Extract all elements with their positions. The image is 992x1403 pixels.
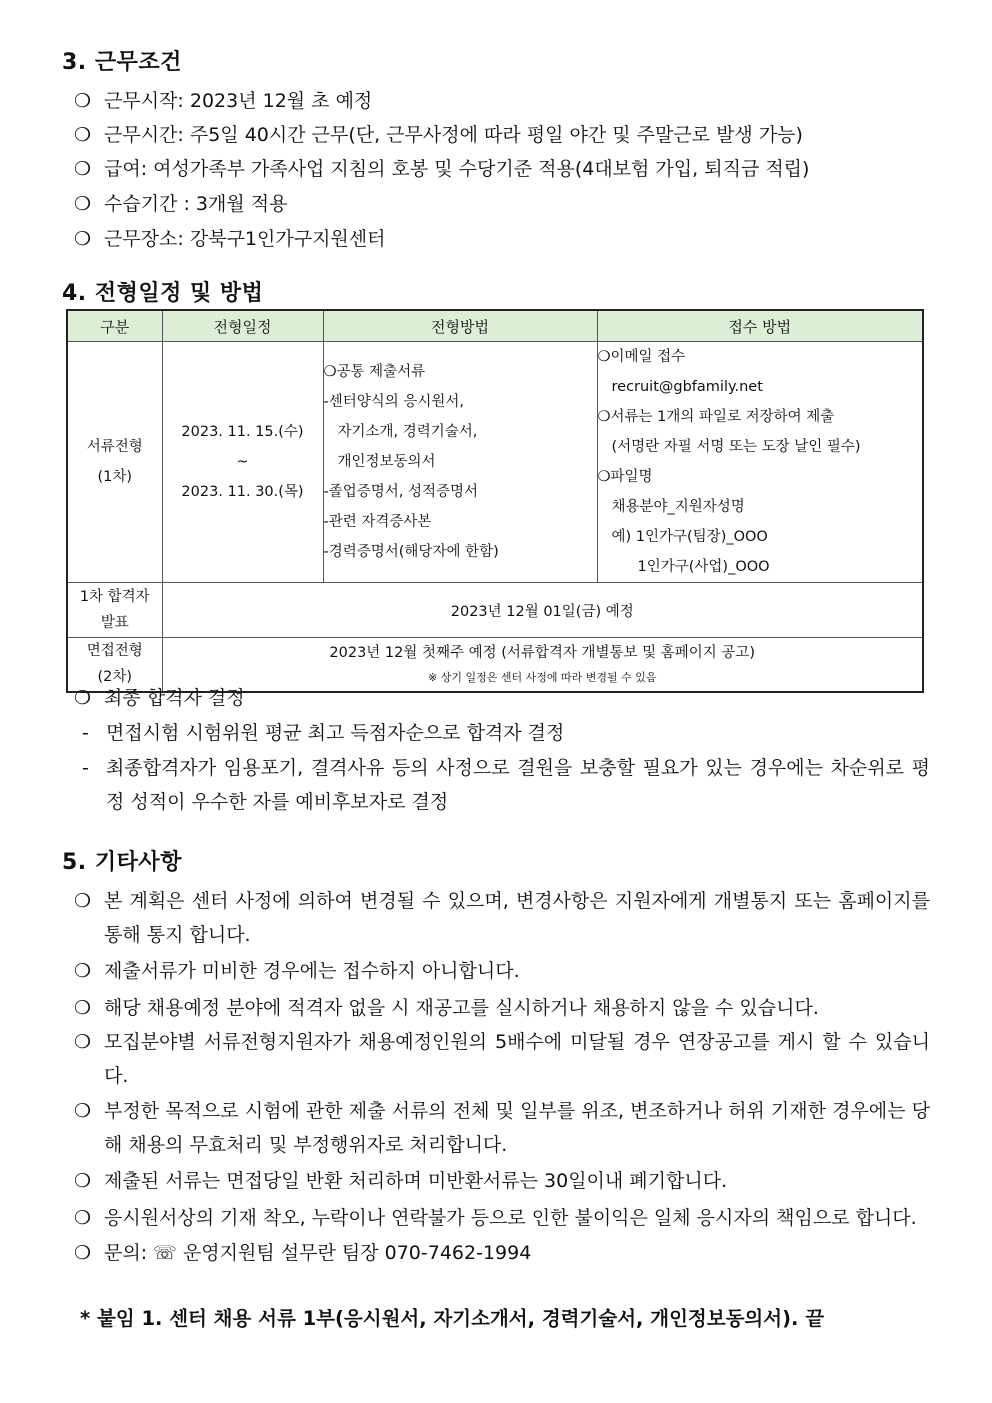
bullet-icon: ❍: [74, 193, 92, 215]
table-row-first-pass: [67, 583, 923, 638]
first-pass-date: 2023년 12월 01일(금) 예정: [162, 583, 923, 638]
condition-location: ❍ 근무장소: 강북구1인가구지원센터: [74, 222, 386, 256]
section-3-title: 3. 근무조건: [62, 50, 182, 75]
misc-item: ❍ 모집분야별 서류전형지원자가 채용예정인원의 5배수에 미달될 경우 연장공고를 게시 할 수 있습니다.: [74, 1025, 930, 1093]
bullet-icon: ❍: [74, 90, 92, 112]
condition-salary: ❍ 급여: 여성가족부 가족사업 지침의 호봉 및 수당기준 적용(4대보험 가입, 퇴직금 적립): [74, 152, 809, 186]
doc-stage-dates: 2023. 11. 15.(수) ~ 2023. 11. 30.(목): [162, 342, 323, 583]
misc-item: ❍ 응시원서상의 기재 착오, 누락이나 연락불가 등으로 인한 불이익은 일체 응시자의 책임으로 합니다.: [74, 1201, 930, 1235]
section-5-title: 5. 기타사항: [62, 850, 182, 875]
bullet-icon: ❍: [74, 997, 92, 1019]
bullet-icon: ❍: [74, 1207, 92, 1229]
bullet-icon: ❍: [74, 687, 92, 709]
schedule-note: ※ 상기 일정은 센터 사정에 따라 변경될 수 있음: [428, 671, 657, 685]
final-selection-item: - 면접시험 시험위원 평균 최고 득점자순으로 합격자 결정: [82, 722, 565, 744]
header-category: 구분: [67, 310, 162, 342]
final-selection-title: ❍ 최종 합격자 결정: [74, 681, 245, 715]
doc-stage-label: 서류전형 (1차): [67, 342, 162, 583]
contact-item: ❍ 문의: ☏ 운영지원팀 설무란 팀장 070-7462-1994: [74, 1236, 930, 1270]
misc-item: ❍ 본 계획은 센터 사정에 의하여 변경될 수 있으며, 변경사항은 지원자에게 개별통지 또는 홈페이지를 통해 통지 합니다.: [74, 884, 930, 952]
bullet-icon: ❍: [74, 1100, 92, 1122]
final-selection-item: - 최종합격자가 임용포기, 결격사유 등의 사정으로 결원을 보충할 필요가 있는 경우에는 차순위로 평정 성적이 우수한 자를 예비후보자로 결정: [82, 757, 930, 813]
bullet-icon: ❍: [74, 960, 92, 982]
bullet-icon: ❍: [74, 1031, 92, 1053]
header-method: 전형방법: [323, 310, 597, 342]
interview-schedule: 2023년 12월 첫째주 예정 (서류합격자 개별통보 및 홈페이지 공고) ※ 상기 일정은 센터 사정에 따라 변경될 수 있음: [162, 638, 923, 692]
misc-item: ❍ 제출된 서류는 면접당일 반환 처리하며 미반환서류는 30일이내 폐기합니다.: [74, 1164, 930, 1198]
bullet-icon: ❍: [74, 1170, 92, 1192]
section-4-title: 4. 전형일정 및 방법: [62, 281, 264, 306]
bullet-icon: ❍: [74, 1242, 92, 1264]
condition-start: ❍ 근무시작: 2023년 12월 초 예정: [74, 84, 372, 118]
email-address: recruit@gbfamily.net: [611, 379, 763, 395]
condition-hours: ❍ 근무시간: 주5일 40시간 근무(단, 근무사정에 따라 평일 야간 및 주말근로 발생 가능): [74, 118, 803, 152]
bullet-icon: ❍: [74, 890, 92, 912]
misc-item: ❍ 해당 채용예정 분야에 적격자 없을 시 재공고를 실시하거나 채용하지 않을 수 있습니다.: [74, 991, 930, 1025]
attachment-note: * 붙임 1. 센터 채용 서류 1부(응시원서, 자기소개서, 경력기술서, 개인정보동의서). 끝: [80, 1307, 825, 1330]
schedule-table: [66, 309, 924, 693]
misc-item: ❍ 부정한 목적으로 시험에 관한 제출 서류의 전체 및 일부를 위조, 변조하거나 허위 기재한 경우에는 당해 채용의 무효처리 및 부정행위자로 처리합니다.: [74, 1094, 930, 1162]
doc-stage-receipt: ❍이메일 접수 recruit@gbfamily.net ❍서류는 1개의 파일로 저장하여 제출 (서명란 자필 서명 또는 도장 날인 필수) ❍파일명 채용분야_지원자성명 예) 1인가구(팀장)_OOO 1인가구(사업)_OOO: [597, 342, 923, 583]
first-pass-label: 1차 합격자 발표: [67, 583, 162, 638]
doc-stage-method: ❍공통 제출서류 -센터양식의 응시원서, 자기소개, 경력기술서, 개인정보동의서 -졸업증명서, 성적증명서 -관련 자격증사본 -경력증명서(해당자에 한함): [323, 342, 597, 583]
misc-item: ❍ 제출서류가 미비한 경우에는 접수하지 아니합니다.: [74, 954, 930, 988]
header-schedule: 전형일정: [162, 310, 323, 342]
table-header-row: [67, 310, 923, 342]
table-row-document: [67, 342, 923, 583]
bullet-icon: ❍: [74, 124, 92, 146]
header-receipt: 접수 방법: [597, 310, 923, 342]
condition-probation: ❍ 수습기간 : 3개월 적용: [74, 187, 287, 221]
interview-label: 면접전형 (2차): [67, 638, 162, 692]
bullet-icon: ❍: [74, 158, 92, 180]
bullet-icon: ❍: [74, 228, 92, 250]
